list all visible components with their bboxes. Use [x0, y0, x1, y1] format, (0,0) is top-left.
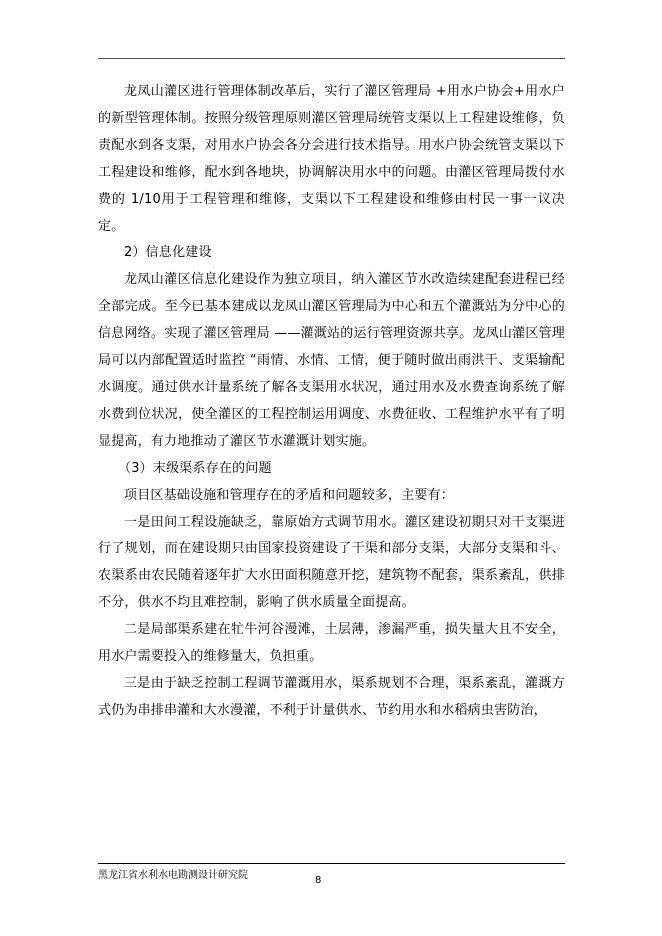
footer-rule — [98, 863, 565, 864]
paragraph-informatization: 龙凤山灌区信息化建设作为独立项目，纳入灌区节水改造续建配套进程已经全部完成。至今已基本建成以龙凤山灌区管理局为中心和五个灌溉站为分中心的信息网络。实现了灌区管理局 ——灌溉站的运行管理资源共享。龙凤山灌区管理局可以内部配置适时监控 “雨情、水情、工情，便于随时做出雨洪干、支渠输配水调度。通过供水计量系统了解各支渠用水状况，通过用水及水费查询系统了解水费到位状况，使全灌区的工程控制运用调度、水费征收、工程维护水平有了明显提高，有力地推动了灌区节水灌溉计划实施。 — [98, 272, 565, 449]
paragraph-management-system: 龙凤山灌区进行管理体制改革后，实行了灌区管理局 +用水户协会+用水户的新型管理体制。按照分级管理原则灌区管理局统管支渠以上工程建设维修，负责配水到各支渠，对用水户协会各分会进行技术指导。用水户协会统管支渠以下工程建设和维修，配水到各地块，协调解决用水中的问题。由灌区管理局拨付水费的 1/10用于工程管理和维修，支渠以下工程建设和维修由村民一事一议决定。 — [98, 84, 565, 234]
heading-informatization: 2）信息化建设 — [124, 245, 212, 261]
document-body — [98, 79, 565, 725]
page-number: 8 — [315, 875, 322, 886]
paragraph-problem-one: 一是田间工程设施缺乏，靠原始方式调节用水。灌区建设初期只对干支渠进行了规划，而在建设期只由国家投资建设了干渠和部分支渠，大部分支渠和斗、农渠系由农民随着逐年扩大水田面积随意开挖，建筑物不配套，渠系紊乱，供排不分，供水不均且难控制，影响了供水质量全面提高。 — [98, 514, 565, 611]
heading-canal-problems: （3）末级渠系存在的问题 — [118, 460, 272, 476]
paragraph-problems-intro: 项目区基础设施和管理存在的矛盾和问题较多，主要有： — [124, 487, 455, 503]
header-rule — [98, 58, 565, 59]
paragraph-problem-three: 三是由于缺乏控制工程调节灌溉用水，渠系规划不合理，渠系紊乱，灌溉方式仍为串排串灌和大水漫灌，不利于计量供水、节约用水和水稻病虫害防治， — [98, 675, 565, 718]
footer-institute: 黑龙江省水利水电勘测设计研究院 — [98, 870, 248, 881]
paragraph-problem-two: 二是局部渠系建在牤牛河谷漫滩，土层薄，渗漏严重，损失量大且不安全，用水户需要投入的维修量大，负担重。 — [98, 622, 565, 665]
